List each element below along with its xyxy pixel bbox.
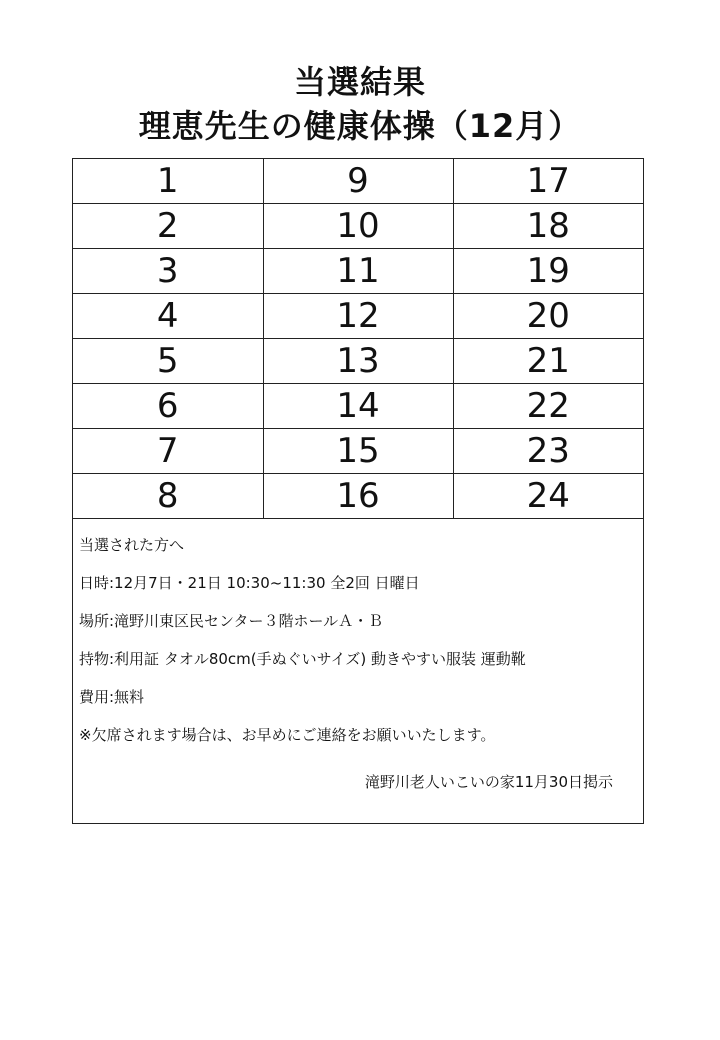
number-cell: 15 <box>263 429 453 474</box>
number-cell: 18 <box>453 204 643 249</box>
number-cell: 9 <box>263 159 453 204</box>
number-cell: 2 <box>73 204 263 249</box>
table-row <box>73 429 643 474</box>
number-cell: 5 <box>73 339 263 384</box>
posted-notice: 滝野川老人いこいの家11月30日掲示 <box>364 773 613 791</box>
place-text: 場所:滝野川東区民センター３階ホールＡ・Ｂ <box>79 612 384 630</box>
table-row <box>73 249 643 294</box>
number-cell: 8 <box>73 474 263 519</box>
page-title: 当選結果 <box>293 63 426 101</box>
number-cell: 7 <box>73 429 263 474</box>
results-box <box>72 158 644 824</box>
absence-note: ※欠席されます場合は、お早めにご連絡をお願いいたします。 <box>79 726 496 744</box>
number-cell: 19 <box>453 249 643 294</box>
table-row <box>73 384 643 429</box>
number-cell: 17 <box>453 159 643 204</box>
number-cell: 11 <box>263 249 453 294</box>
page-subtitle: 理恵先生の健康体操（12月） <box>138 107 582 145</box>
table-row <box>73 204 643 249</box>
number-cell: 14 <box>263 384 453 429</box>
winning-numbers-table <box>73 159 643 519</box>
number-cell: 22 <box>453 384 643 429</box>
number-cell: 10 <box>263 204 453 249</box>
greeting-text: 当選された方へ <box>79 536 185 554</box>
table-row <box>73 474 643 519</box>
number-cell: 23 <box>453 429 643 474</box>
table-row <box>73 159 643 204</box>
table-row <box>73 339 643 384</box>
number-cell: 16 <box>263 474 453 519</box>
info-section <box>79 535 635 763</box>
datetime-text: 日時:12月7日・21日 10:30~11:30 全2回 日曜日 <box>79 574 420 592</box>
number-cell: 12 <box>263 294 453 339</box>
number-cell: 6 <box>73 384 263 429</box>
number-cell: 21 <box>453 339 643 384</box>
number-cell: 24 <box>453 474 643 519</box>
number-cell: 20 <box>453 294 643 339</box>
cost-text: 費用:無料 <box>79 688 145 706</box>
number-cell: 1 <box>73 159 263 204</box>
items-text: 持物:利用証 タオル80cm(手ぬぐいサイズ) 動きやすい服装 運動靴 <box>79 650 526 668</box>
number-cell: 4 <box>73 294 263 339</box>
number-cell: 3 <box>73 249 263 294</box>
number-cell: 13 <box>263 339 453 384</box>
table-row <box>73 294 643 339</box>
